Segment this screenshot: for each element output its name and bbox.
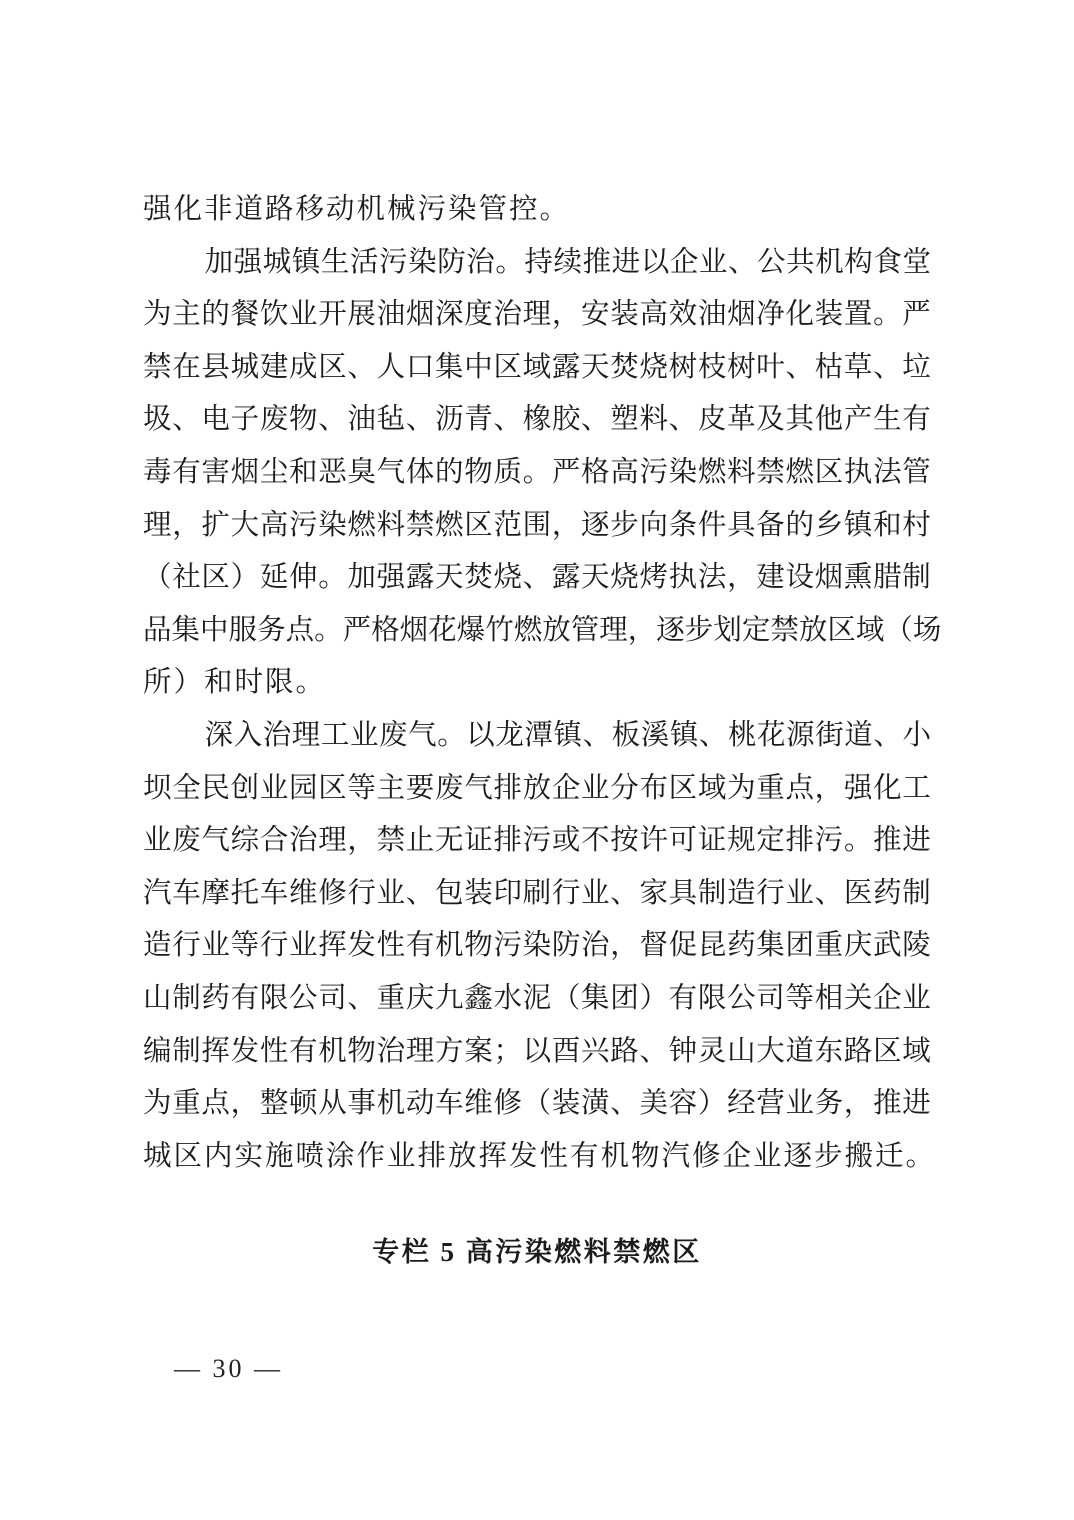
page-number: — 30 — (174, 1354, 283, 1383)
text-line: 所）和时限。 (143, 667, 327, 699)
text-line: 城区内实施喷涂作业排放挥发性有机物汽修企业逐步搬迁。 (143, 1140, 937, 1172)
text-line: 加 强 城 镇 生 活 污 染 防 治 。 持 续 推 进 以 企 业 、 公 共 机 构 食 堂 (204, 246, 931, 278)
column-box-heading: 专栏 5 高污染燃料禁燃区 (372, 1237, 702, 1267)
text-line: 造 行 业 等 行 业 挥 发 性 有 机 物 污 染 防 治 ， 督 促 昆 药 集 团 重 庆 武 陵 (143, 930, 931, 962)
text-line: 强化非道路移动机械污染管控。 (143, 194, 571, 225)
text-line: 坝 全 民 创 业 园 区 等 主 要 废 气 排 放 企 业 分 布 区 域 为 重 点 ， 强 化 工 (143, 772, 931, 804)
text-line: 业 废 气 综 合 治 理 ， 禁 止 无 证 排 污 或 不 按 许 可 证 规 定 排 污 。 推 进 (143, 825, 931, 857)
text-line: 汽 车 摩 托 车 维 修 行 业 、 包 装 印 刷 行 业 、 家 具 制 造 行 业 、 医 药 制 (143, 877, 931, 909)
body-text (143, 184, 942, 1183)
text-line: 为 重 点 ， 整 顿 从 事 机 动 车 维 修 （ 装 潢 、 美 容 ） 经 营 业 务 ， 推 进 (143, 1088, 931, 1120)
text-line: 深 入 治 理 工 业 废 气 。 以 龙 潭 镇 、 板 溪 镇 、 桃 花 源 街 道 、 小 (204, 719, 931, 751)
text-line: 圾 、 电 子 废 物 、 油 毡 、 沥 青 、 橡 胶 、 塑 料 、 皮 革 及 其 他 产 生 有 (143, 404, 931, 436)
text-line: 禁 在 县 城 建 成 区 、 人 口 集 中 区 域 露 天 焚 烧 树 枝 树 叶 、 枯 草 、 垃 (143, 351, 931, 383)
text-line: 山 制 药 有 限 公 司 、 重 庆 九 鑫 水 泥 （ 集 团 ） 有 限 公 司 等 相 关 企 业 (143, 982, 931, 1014)
text-line: （ 社 区 ） 延 伸 。 加 强 露 天 焚 烧 、 露 天 烧 烤 执 法 ， 建 设 烟 熏 腊 制 (143, 562, 931, 594)
text-line: 编 制 挥 发 性 有 机 物 治 理 方 案 ； 以 酉 兴 路 、 钟 灵 山 大 道 东 路 区 域 (143, 1035, 931, 1067)
text-line: 品 集 中 服 务 点 。 严 格 烟 花 爆 竹 燃 放 管 理 ， 逐 步 划 定 禁 放 区 域 （ 场 (143, 614, 942, 646)
text-line: 毒 有 害 烟 尘 和 恶 臭 气 体 的 物 质 。 严 格 高 污 染 燃 料 禁 燃 区 执 法 管 (143, 456, 931, 488)
text-line: 理 ， 扩 大 高 污 染 燃 料 禁 燃 区 范 围 ， 逐 步 向 条 件 具 备 的 乡 镇 和 村 (143, 509, 931, 541)
text-line: 为 主 的 餐 饮 业 开 展 油 烟 深 度 治 理 ， 安 装 高 效 油 烟 净 化 装 置 。 严 (143, 299, 931, 331)
